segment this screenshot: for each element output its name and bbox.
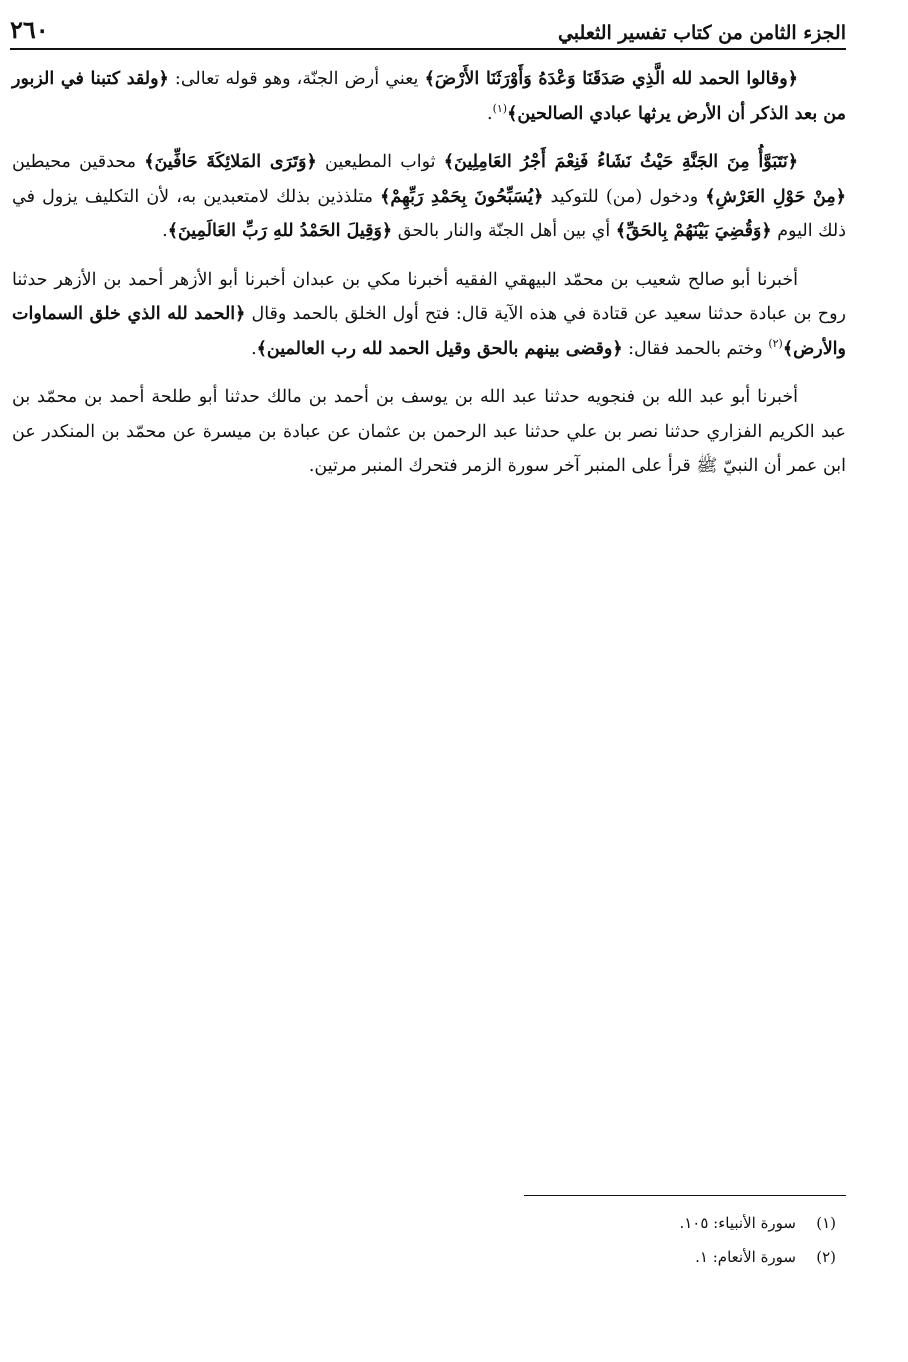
quran-verse: ﴿مِنْ حَوْلِ العَرْشِ﴾	[705, 186, 846, 207]
text-run: يعني أرض الجنّة، وهو قوله تعالى:	[168, 69, 425, 89]
quran-verse: ﴿وقضى بينهم بالحق وقيل الحمد لله رب العالمين﴾	[256, 338, 623, 359]
paragraph	[12, 145, 846, 249]
quran-verse: ﴿الحمد لله الذي خلق السماوات والأرض﴾	[12, 304, 846, 359]
footnote	[420, 1206, 836, 1240]
header-divider	[10, 48, 846, 50]
text-run: محدقين محيطين	[12, 152, 145, 172]
footnote-text: سورة الأنبياء: ١٠٥.	[679, 1214, 796, 1232]
footnotes	[420, 1206, 836, 1274]
footnote-ref: (١)	[492, 101, 508, 115]
text-run: .	[162, 221, 168, 241]
quran-verse: ﴿نَتَبَوَّأُ مِنَ الجَنَّةِ حَيْثُ نَشَاءُ فَنِعْمَ أَجْرُ العَامِلِينَ﴾	[443, 152, 799, 172]
text-run: أي بين أهل الجنّة والنار بالحق	[392, 221, 616, 241]
quran-verse: ﴿وَقُضِيَ بَيْنَهُمْ بِالحَقِّ﴾	[615, 221, 772, 241]
text-run: متلذذين بذلك لامتعبدين به، لأن التكليف يزول في ذلك اليوم	[12, 186, 846, 241]
quran-verse: ﴿وَقِيلَ الحَمْدُ للهِ رَبِّ العَالَمِينَ﴾	[167, 221, 393, 241]
paragraph	[12, 62, 846, 131]
paragraph	[12, 263, 846, 367]
footnote-text: سورة الأنعام: ١.	[695, 1248, 796, 1266]
quran-verse: ﴿وَتَرَى المَلائِكَةَ حَافِّينَ﴾	[144, 152, 317, 172]
main-text	[12, 62, 846, 498]
paragraph	[12, 380, 846, 484]
footnote-ref: (٢)	[768, 336, 783, 350]
footnote	[420, 1240, 836, 1274]
footnote-number: (٢)	[816, 1248, 836, 1266]
footnote-number: (١)	[816, 1214, 836, 1232]
text-run: .	[487, 103, 493, 124]
quran-verse: ﴿ولقد كتبنا في الزبور من بعد الذكر أن الأرض يرثها عبادي الصالحين﴾	[12, 69, 846, 124]
text-run: أخبرنا أبو صالح شعيب بن محمّد البيهقي الفقيه أخبرنا مكي بن عبدان أخبرنا أبو الأزهر أحمد بن الأزهر حدثنا روح بن عبادة حدثنا سعيد عن قتادة في هذه الآية قال: فتح أول الخلق بالحمد وقال	[12, 269, 846, 324]
footnote-divider	[524, 1195, 846, 1196]
text-run: وختم بالحمد فقال:	[622, 338, 769, 359]
text-run: .	[251, 338, 257, 359]
page-header	[10, 8, 846, 44]
text-run: أخبرنا أبو عبد الله بن فنجويه حدثنا عبد الله بن يوسف بن أحمد بن مالك حدثنا أبو طلحة أحمد بن محمّد بن عبد الكريم الفزاري حدثنا نصر بن علي حدثنا عبد الرحمن بن عثمان عن عبادة بن ميسرة عن محمّد بن المنكدر عن ابن عمر أن النبيّ ﷺ قرأ على المنبر آخر سورة الزمر فتحرك المنبر مرتين.	[12, 387, 846, 476]
quran-verse: ﴿وقالوا الحمد لله الَّذِي صَدَقَنَا وَعْدَهُ وَأَوْرَثَنَا الأَرْضَ﴾	[424, 69, 798, 89]
text-run: ثواب المطيعين	[316, 152, 444, 172]
quran-verse: ﴿يُسَبِّحُونَ بِحَمْدِ رَبِّهِمْ﴾	[380, 186, 544, 207]
running-title: الجزء الثامن من كتاب تفسير الثعلبي	[557, 22, 846, 44]
text-run: ودخول (من) للتوكيد	[543, 186, 706, 207]
page-number: ٢٦٠	[10, 15, 49, 44]
